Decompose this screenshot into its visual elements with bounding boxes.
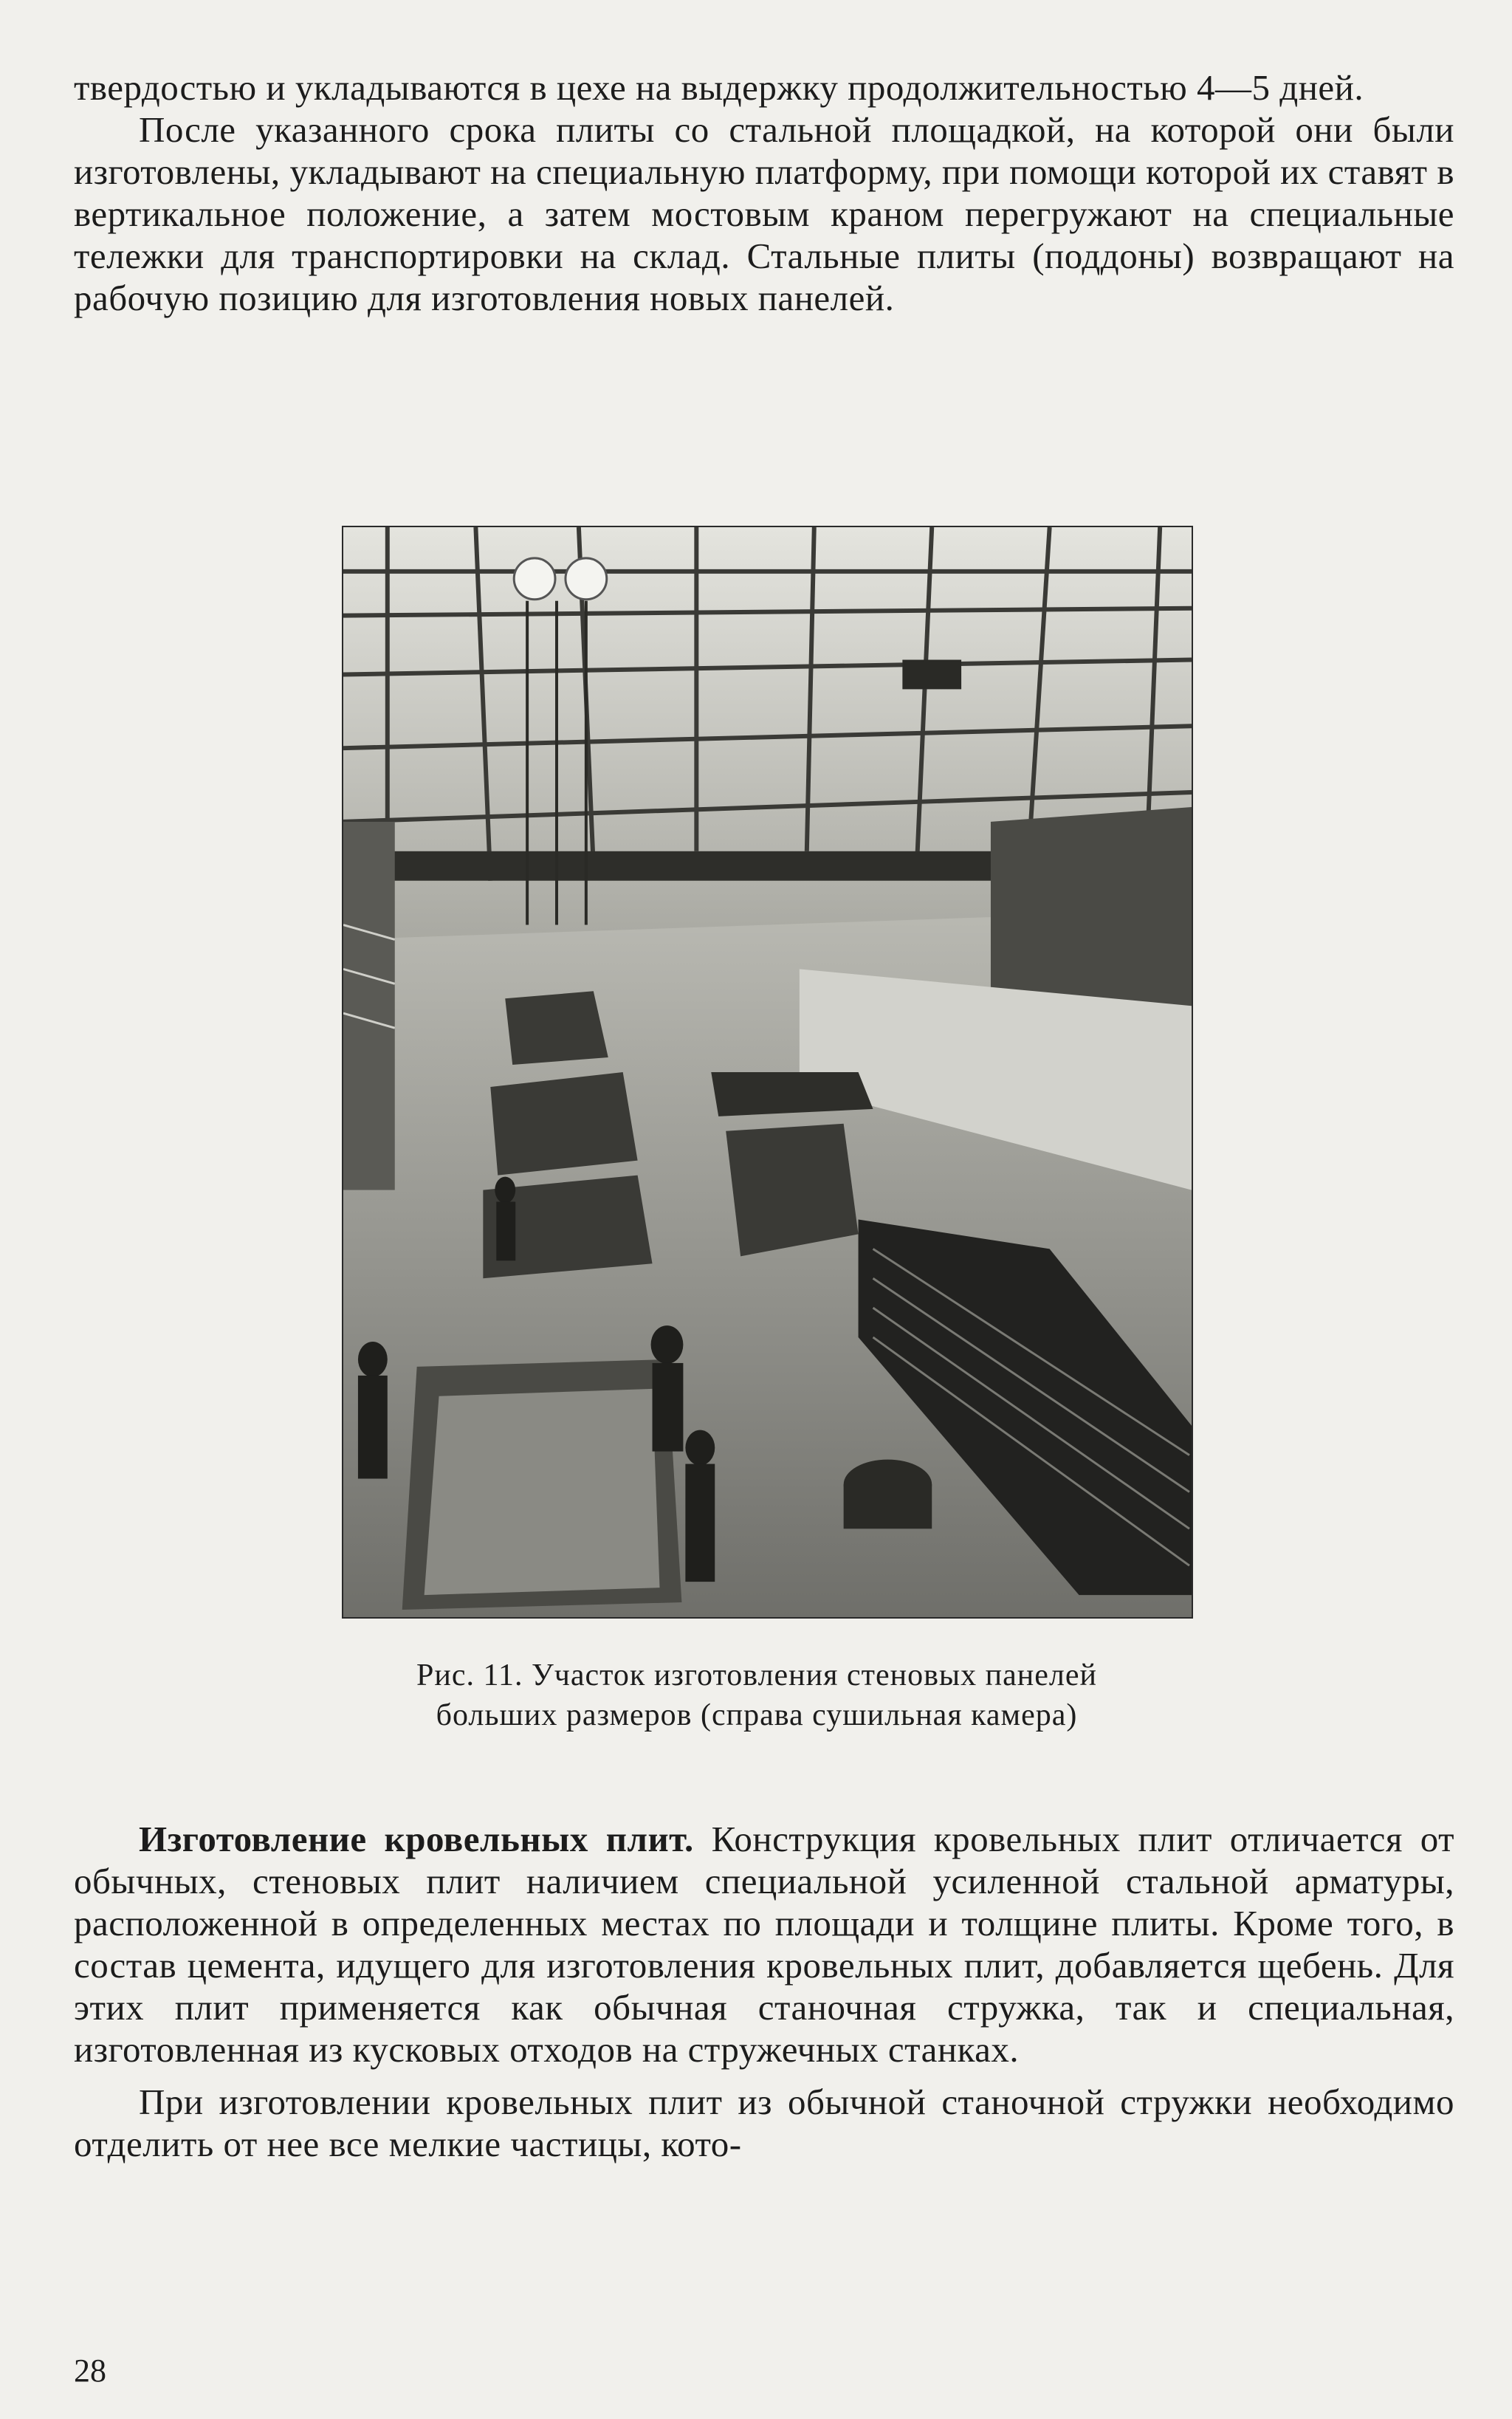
caption-line-2: больших размеров (справа сушильная камера) [436,1698,1078,1732]
crane-sign [902,660,961,690]
tray-center [711,1072,873,1116]
paragraph-shavings: При изготовлении кровельных плит из обычной станочной стружки необходимо отделить от нее все мелкие частицы, кото- [74,2082,1454,2164]
paragraph-plates-transport: После указанного срока плиты со стальной площадкой, на которой они были изготовлены, укладывают на специальную платформу, при помощи которой их ставят в вертикальное положение, а затем мостовым краном перегружают на специальные тележки для транспортировки на склад. Стальные плиты (поддоны) возвращают на рабочую позицию для изготовления новых панелей. [74,109,1454,318]
tray-stack-center [726,1124,858,1257]
paragraph-roof-plates-text: Конструкция кровельных плит отличается от обычных, стеновых плит наличием специальной усиленной стальной арматуры, расположенной в определенных местах по площади и толщине плиты. Кроме того, в состав цемента, идущего для изготовления кровельных плит, добавляется щебень. Для этих плит применяется как обычная станочная стружка, так и специальная, изготовленная из кусковых отходов на стружечных станках. [74,1819,1454,2070]
figure-photo-workshop [342,526,1193,1619]
section-heading: Изготовление кровельных плит. [139,1819,694,1859]
workshop-photo-illustration [343,527,1192,1617]
mold-surface [425,1389,660,1595]
page-number: 28 [74,2353,106,2389]
top-text-block [74,66,1454,319]
left-wall [343,822,395,1190]
bottom-text-block [74,1818,1454,2165]
ceiling-lamp [566,558,607,600]
barrel-body [844,1484,932,1528]
paragraph-continuation: твердостью и укладываются в цехе на выдержку продолжительностью 4—5 дней. [74,67,1364,108]
paragraph-roof-plates [74,1818,1454,2070]
ceiling-lamp [514,558,555,600]
figure-caption [281,1655,1233,1735]
caption-line-1: Рис. 11. Участок изготовления стеновых панелей [416,1658,1097,1692]
